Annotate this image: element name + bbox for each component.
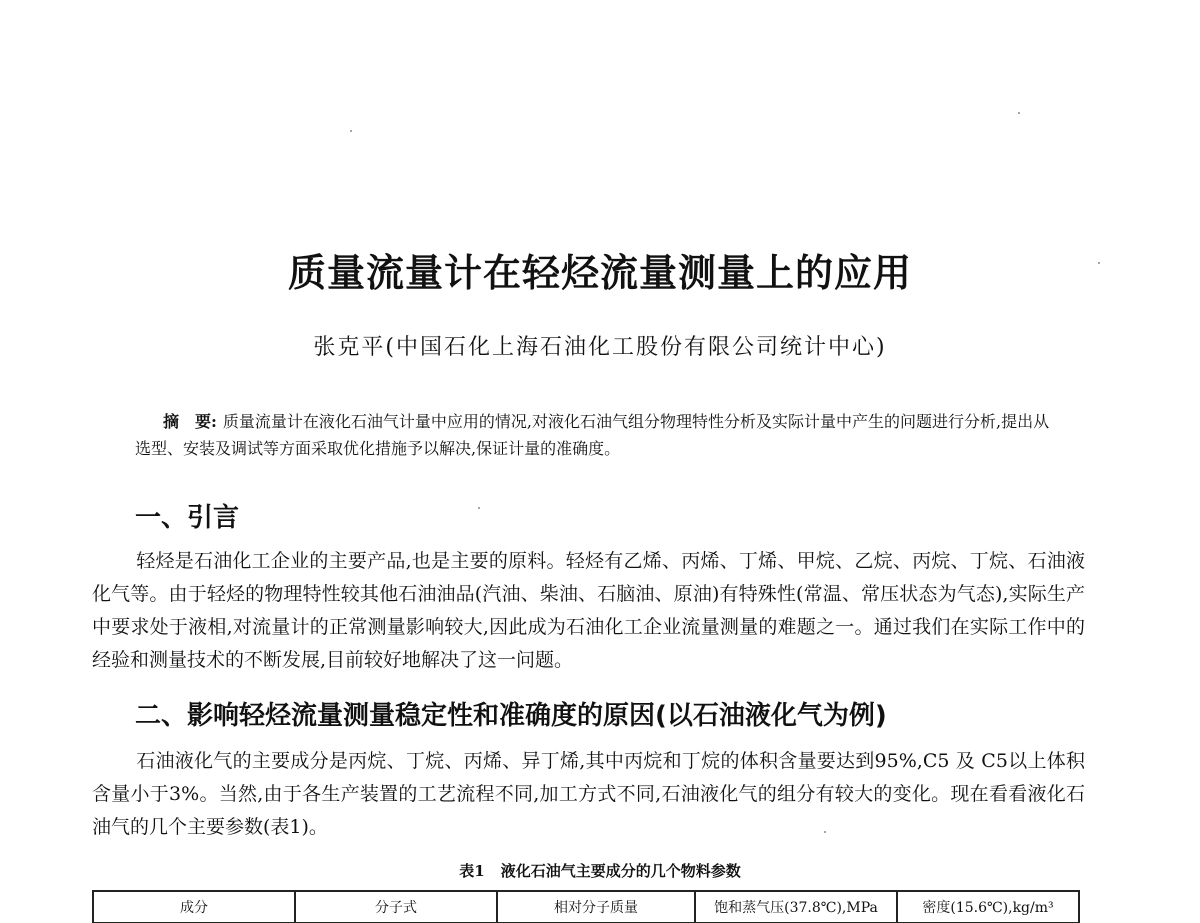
section-heading-causes: 二、影响轻烃流量测量稳定性和准确度的原因(以石油液化气为例): [135, 701, 887, 731]
table-caption-text: 液化石油气主要成分的几个物料参数: [500, 862, 741, 880]
table-caption: [0, 860, 1200, 881]
author-line: 张克平(中国石化上海石油化工股份有限公司统计中心): [313, 335, 887, 360]
abstract-text: 质量流量计在液化石油气计量中应用的情况,对液化石油气组分物理特性分析及实际计量中产生的问题进行分析,提出从选型、安装及调试等方面采取优化措施予以解决,保证计量的准确度。: [135, 412, 1050, 458]
scan-speck: [478, 507, 480, 509]
table-header-cell: 相对分子质量: [497, 891, 695, 923]
table-header-row: [93, 891, 1079, 923]
paragraph-text: 轻烃是石油化工企业的主要产品,也是主要的原料。轻烃有乙烯、丙烯、丁烯、甲烷、乙烷、丙烷、丁烷、石油液化气等。由于轻烃的物理特性较其他石油油品(汽油、柴油、石脑油、原油)有特殊性(常温、常压状态为气态),实际生产中要求处于液相,对流量计的正常测量影响较大,因此成为石油化工企业流量测量的难题之一。通过我们在实际工作中的经验和测量技术的不断发展,目前较好地解决了这一问题。: [92, 550, 1085, 671]
abstract: [135, 408, 1065, 462]
table-header-cell: 成分: [93, 891, 295, 923]
section-paragraph-intro: [92, 545, 1085, 677]
scan-speck: [1018, 112, 1020, 114]
section-paragraph-causes: [92, 745, 1085, 844]
paragraph-text: 石油液化气的主要成分是丙烷、丁烷、丙烯、异丁烯,其中丙烷和丁烷的体积含量要达到95%,C5 及 C5以上体积含量小于3%。当然,由于各生产装置的工艺流程不同,加工方式不同,石油液化气的组分有较大的变化。现在看看液化石油气的几个主要参数(表1)。: [92, 750, 1085, 838]
scan-speck: [824, 831, 826, 833]
table-header-cell: 密度(15.6℃),kg/m³: [897, 891, 1079, 923]
paper-title: 质量流量计在轻烃流量测量上的应用: [287, 250, 912, 295]
table-number: 表1: [459, 862, 485, 880]
table-header-cell: 饱和蒸气压(37.8℃),MPa: [695, 891, 897, 923]
scan-speck: [350, 130, 352, 132]
abstract-label: 摘 要:: [163, 412, 217, 431]
scan-speck: [1098, 262, 1100, 264]
section-heading-intro: 一、引言: [135, 503, 240, 533]
table-header-cell: 分子式: [295, 891, 497, 923]
parameter-table: [92, 890, 1080, 923]
